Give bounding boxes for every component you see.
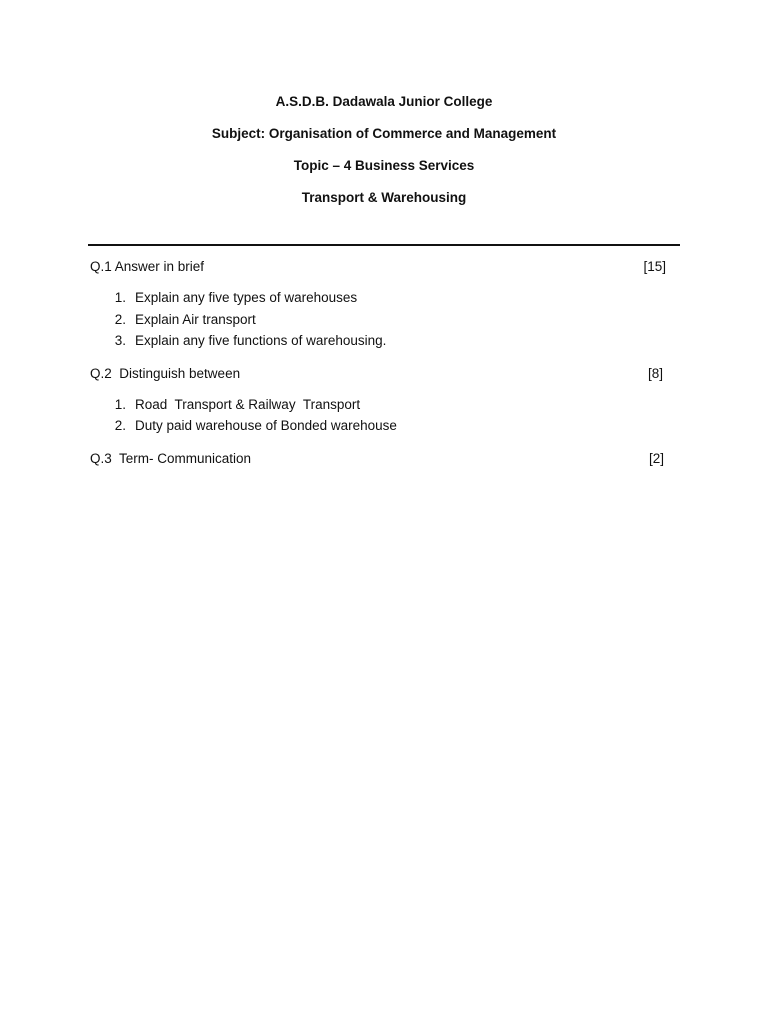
- item-text: Explain Air transport: [135, 311, 256, 327]
- college-name: A.S.D.B. Dadawala Junior College: [275, 94, 493, 109]
- item-number: 3.: [114, 333, 126, 348]
- topic-title: Topic – 4 Business Services: [293, 158, 475, 173]
- question-marks: [8]: [647, 365, 663, 381]
- subject-title: Subject: Organisation of Commerce and Management: [211, 126, 557, 141]
- item-number: 1.: [114, 396, 126, 412]
- list-item: [90, 415, 666, 437]
- item-text: Road Transport & Railway Transport: [135, 396, 361, 412]
- list-item: [90, 330, 666, 352]
- header-divider: [88, 244, 680, 246]
- list-item: [90, 394, 666, 416]
- subtopic-title: Transport & Warehousing: [301, 190, 467, 205]
- document-header: [0, 93, 768, 221]
- question-2-items: [90, 394, 666, 437]
- item-number: 2.: [114, 311, 126, 327]
- question-3: [90, 449, 666, 469]
- question-label: Q.3 Term- Communication: [90, 450, 252, 466]
- question-label: Q.2 Distinguish between: [90, 365, 241, 381]
- list-item: [90, 309, 666, 331]
- question-list: [90, 257, 666, 469]
- item-text: Duty paid warehouse of Bonded warehouse: [135, 418, 397, 433]
- item-text: Explain any five types of warehouses: [135, 290, 358, 305]
- question-1-items: [90, 287, 666, 352]
- item-number: 2.: [114, 418, 126, 433]
- list-item: [90, 287, 666, 309]
- question-1: [90, 257, 666, 277]
- item-number: 1.: [114, 290, 126, 305]
- item-text: Explain any five functions of warehousing.: [135, 333, 387, 348]
- question-marks: [2]: [648, 450, 664, 466]
- question-label: Q.1 Answer in brief: [90, 259, 205, 274]
- question-marks: [15]: [643, 259, 666, 274]
- question-2: [90, 364, 666, 384]
